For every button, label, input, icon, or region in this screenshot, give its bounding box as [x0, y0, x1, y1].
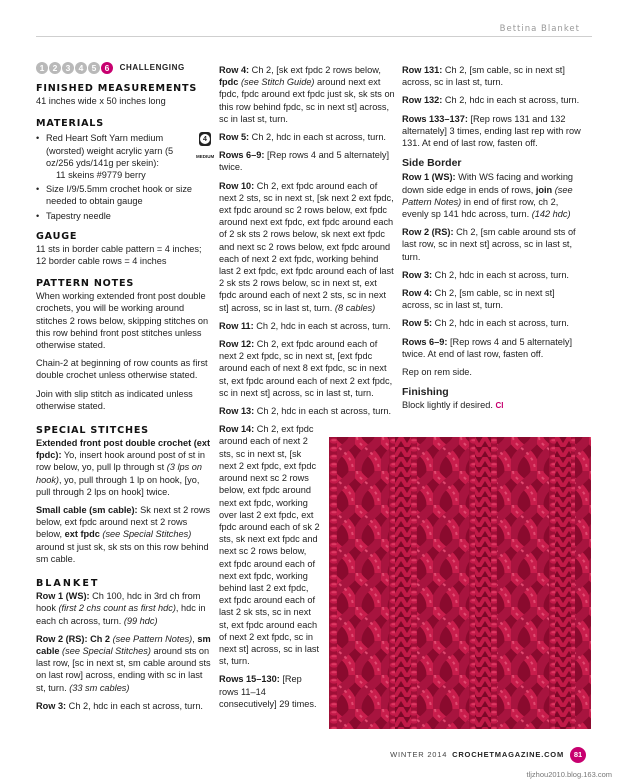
skill-circle-active: 6 [101, 62, 113, 74]
pattern-note: Chain-2 at beginning of row counts as first double crochet unless otherwise stated. [36, 358, 208, 381]
finished-text: 41 inches wide x 50 inches long [36, 96, 166, 107]
skill-circle: 2 [49, 62, 61, 74]
page-number-badge [570, 747, 586, 763]
materials-list [36, 132, 215, 221]
blanket-row-13: Row 13: Ch 2, hdc in each st across, turn. [219, 406, 392, 417]
finished-heading: FINISHED MEASUREMENTS [36, 83, 198, 95]
blanket-row-1: Row 1 (WS): Ch 100, hdc in 3rd ch from hook (first 2 chs count as first hdc), hdc in each ch across, turn. (99 hdc) [36, 591, 206, 626]
skill-circle: 1 [36, 62, 48, 74]
blanket-heading: BLANKET [36, 578, 100, 590]
special-stitches-heading: SPECIAL STITCHES [36, 425, 149, 437]
watermark: tljzhou2010.blog.163.com [526, 770, 612, 779]
side-border-row-4: Row 4: Ch 2, [sm cable, sc in next st] across, sc in last st, turn. [402, 288, 555, 311]
yarn-weight-label: MEDIUM [196, 153, 215, 159]
pattern-note: Join with slip stitch as indicated unless otherwise stated. [36, 388, 193, 411]
pattern-notes-heading: PATTERN NOTES [36, 278, 135, 290]
materials-heading: MATERIALS [36, 118, 104, 130]
materials-section [36, 117, 215, 221]
blanket-rows-133-137: Rows 133–137: [Rep rows 131 and 132 alternately] 3 times, ending last rep with row 131. At end of last row, fasten off. [402, 113, 581, 149]
skill-circle: 5 [88, 62, 100, 74]
blanket-row-131: Row 131: Ch 2, [sm cable, sc in next st] across, sc in last st, turn. [402, 65, 565, 88]
column-3 [402, 64, 582, 413]
side-border-rows-6-9: Rows 6–9: [Rep rows 4 and 5 alternately] twice. At end of last row, fasten off. [402, 336, 573, 359]
skill-circle: 3 [62, 62, 74, 74]
finishing-text: Block lightly if desired. CI [402, 400, 504, 411]
blanket-row-132: Row 132: Ch 2, hdc in each st across, turn. [402, 95, 580, 106]
footer-issue: WINTER 2014 CROCHETMAGAZINE.COM [390, 750, 564, 759]
page-header [0, 0, 620, 40]
side-border-heading: Side Border [402, 157, 462, 170]
blanket-row-5: Row 5: Ch 2, hdc in each st across, turn. [219, 132, 386, 143]
gauge-line: 12 border cable rows = 4 inches [36, 256, 167, 267]
gauge-line: 11 sts in border cable pattern = 4 inches; [36, 243, 202, 254]
blanket-row-14: Row 14: Ch 2, ext fpdc around each of next 2 sts, sc in next st, [sk next 2 ext fpdc, ext fpdc around next sc 2 rows below, ext fpdc around next ext fpdc, working over last 2 ext fpdc, ext fpdc around each of sk 2 sts, sk next ext fpdc and next sc 2 rows below, ext fpdc around each of next ext fpdc, working behind last 2 ext fpdc, ext fpdc around each of last 2 sk sts, sc in next st, ext fpdc around each of next 2 ext fpdc, sc in next st] across, sc in last st, turn. [219, 424, 320, 667]
special-stitch-ext-fpdc: Extended front post double crochet (ext fpdc): Yo, insert hook around post of st in row below, yo, pull lp through st (3 lps on hook), yo, pull through 1 lp on hook, [yo, pull through 2 lps on hook] twice. [36, 438, 211, 497]
skill-circle: 4 [75, 62, 87, 74]
cable-swatch-photo [329, 437, 591, 729]
list-item: • Red Heart Soft Yarn medium (worsted) weight acrylic yarn (5 oz/256 yds/141g per skein): 11 skeins #9779 berry [46, 132, 212, 181]
blanket-row-4: Row 4: Ch 2, [sk ext fpdc 2 rows below, fpdc (see Stitch Guide) around next ext fpdc, fpdc around ext fpdc just sk, sk sts on this row behind fpdc, sc in next st] across, sc in last st, turn. [219, 65, 395, 124]
blanket-row-2: Row 2 (RS): Ch 2 (see Pattern Notes), sm cable (see Special Stitches) around sts on last row, [sc in next st, sm cable around sts on last row] across, ending with sc in last st, turn. (33 sm cables) [36, 633, 211, 693]
blanket-row-3: Row 3: Ch 2, hdc in each st across, turn. [36, 700, 203, 711]
special-stitch-sm-cable: Small cable (sm cable): Sk next st 2 rows below, ext fpdc around next st 2 rows below, ext fpdc (see Special Stitches) around st just sk, sk sts on this row behind sm cable. [36, 505, 211, 564]
finishing-heading: Finishing [402, 386, 449, 399]
pattern-note: When working extended front post double crochets, you will be working around stitches 2 rows below, skipping stitches on this row behind front post stitches unless otherwise stated. [36, 291, 209, 351]
column-1 [36, 62, 215, 718]
blanket-row-11: Row 11: Ch 2, hdc in each st across, turn. [219, 320, 391, 331]
page-number: 81 [573, 750, 583, 759]
header-rule [36, 36, 592, 37]
blanket-rows-6-9: Rows 6–9: [Rep rows 4 and 5 alternately] twice. [219, 150, 390, 173]
skill-level [36, 62, 212, 74]
gauge-heading: GAUGE [36, 230, 78, 242]
blanket-row-10: Row 10: Ch 2, ext fpdc around each of next 2 sts, sc in next st, [sk next 2 ext fpdc, ext fpdc around sc 2 rows below, ext fpdc around next ext fpdc, ext fpdc around each of 2 sk sts 2 rows below, sk next ext fpdc and next sc 2 rows below, ext fpdc around each of next 2 ext fpdc, working behind last 2 ext fpdc, ext fpdc around each of last 2 sk sts 2 rows below, sc in next st, ext fpdc around each of next 2 sts, sc in next st] across, sc in last st, turn. (8 cables) [219, 180, 394, 313]
side-border-row-5: Row 5: Ch 2, hdc in each st across, turn. [402, 318, 569, 329]
page-footer [0, 744, 620, 784]
repeat-note: Rep on rem side. [402, 367, 472, 378]
skill-label: CHALLENGING [119, 63, 185, 72]
side-border-row-1: Row 1 (WS): With WS facing and working down side edge in ends of rows, join (see Pattern Notes) in end of first row, ch 2, evenly sp 141 hdc across, turn. (142 hdc) [402, 172, 574, 220]
blanket-rows-15-130: Rows 15–130: [Rep rows 11–14 consecutively] 29 times. [219, 674, 317, 709]
footer-site: CROCHETMAGAZINE.COM [452, 750, 564, 759]
yarn-weight-number: 4 [203, 136, 207, 144]
list-item: • Tapestry needle [46, 210, 212, 222]
cable-stitch-image [329, 437, 591, 729]
blanket-row-12: Row 12: Ch 2, ext fpdc around each of next 2 ext fpdc, sc in next st, [ext fpdc around each of next 8 ext fpdc, sc in next st, ext fpdc around each of next 2 ext fpdc, sc in next st] across, sc in last st, turn. [219, 339, 393, 398]
side-border-row-3: Row 3: Ch 2, hdc in each st across, turn. [402, 269, 569, 280]
side-border-row-2: Row 2 (RS): Ch 2, [sm cable around sts of last row, sc in next st] across, sc in last st, turn. [402, 227, 576, 262]
list-item: • Size I/9/5.5mm crochet hook or size needed to obtain gauge [46, 183, 212, 207]
end-mark: CI [495, 401, 504, 411]
author-name: Bettina Blanket [499, 24, 580, 34]
